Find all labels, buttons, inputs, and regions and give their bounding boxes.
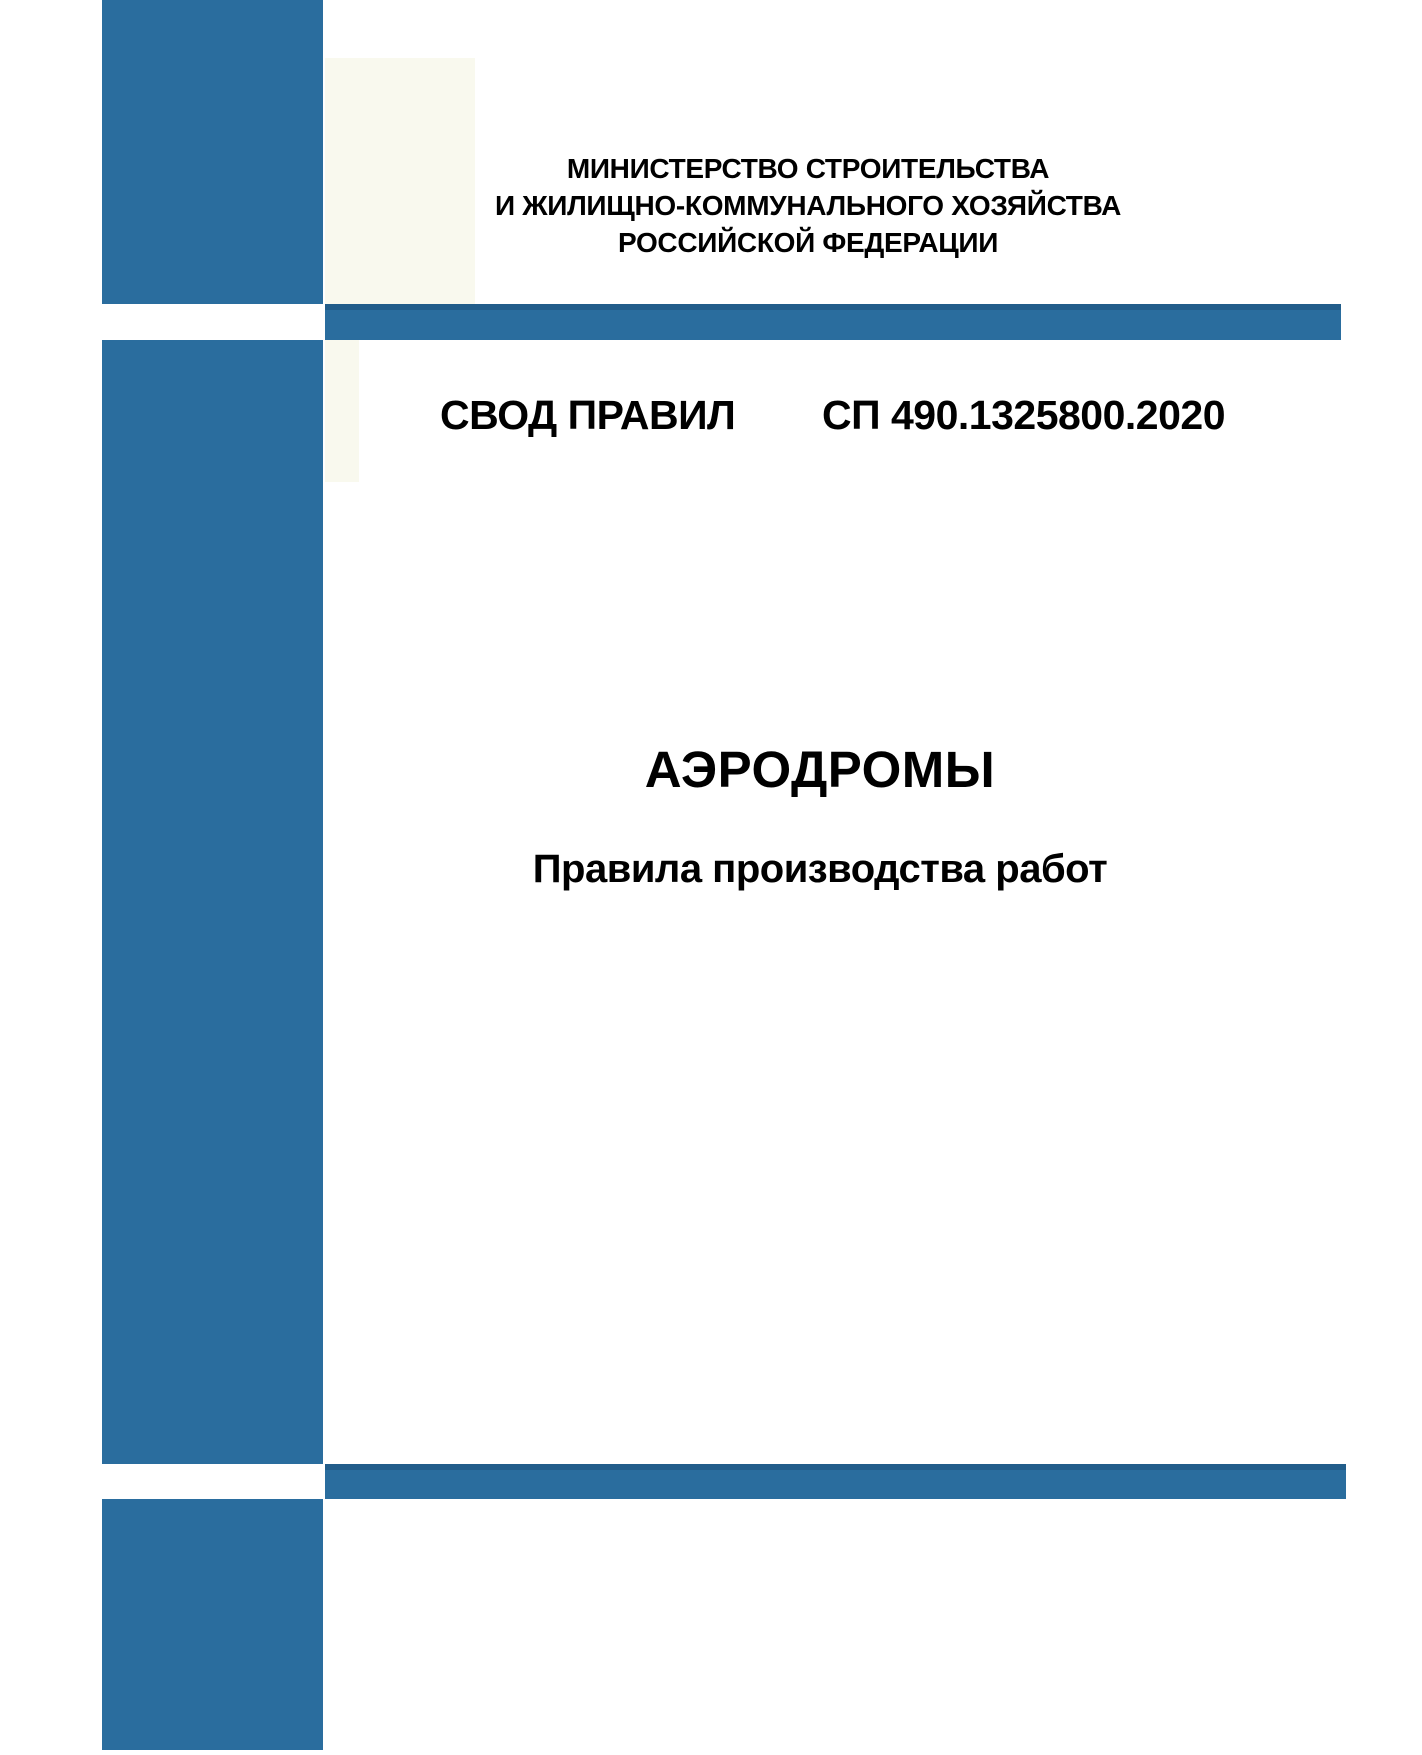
document-subtitle: Правила производства работ xyxy=(532,847,1108,891)
ministry-name-line3: РОССИЙСКОЙ ФЕДЕРАЦИИ xyxy=(617,227,999,258)
left-accent-bar-middle-segment xyxy=(102,340,323,1464)
document-title: АЭРОДРОМЫ xyxy=(644,741,996,798)
ministry-name-line2: И ЖИЛИЩНО-КОММУНАЛЬНОГО ХОЗЯЙСТВА xyxy=(494,190,1122,221)
left-accent-bar-bottom-segment xyxy=(102,1499,323,1750)
code-row xyxy=(440,393,1225,438)
left-accent-bar-top-segment xyxy=(102,0,323,304)
background-highlight-below-rule xyxy=(325,340,359,482)
ministry-name-line1: МИНИСТЕРСТВО СТРОИТЕЛЬСТВА xyxy=(566,153,1050,184)
bottom-horizontal-rule xyxy=(325,1464,1346,1499)
code-label: СВОД ПРАВИЛ xyxy=(440,392,736,438)
code-number: СП 490.1325800.2020 xyxy=(822,392,1225,438)
ministry-name xyxy=(308,150,1308,261)
top-horizontal-rule xyxy=(325,304,1341,340)
